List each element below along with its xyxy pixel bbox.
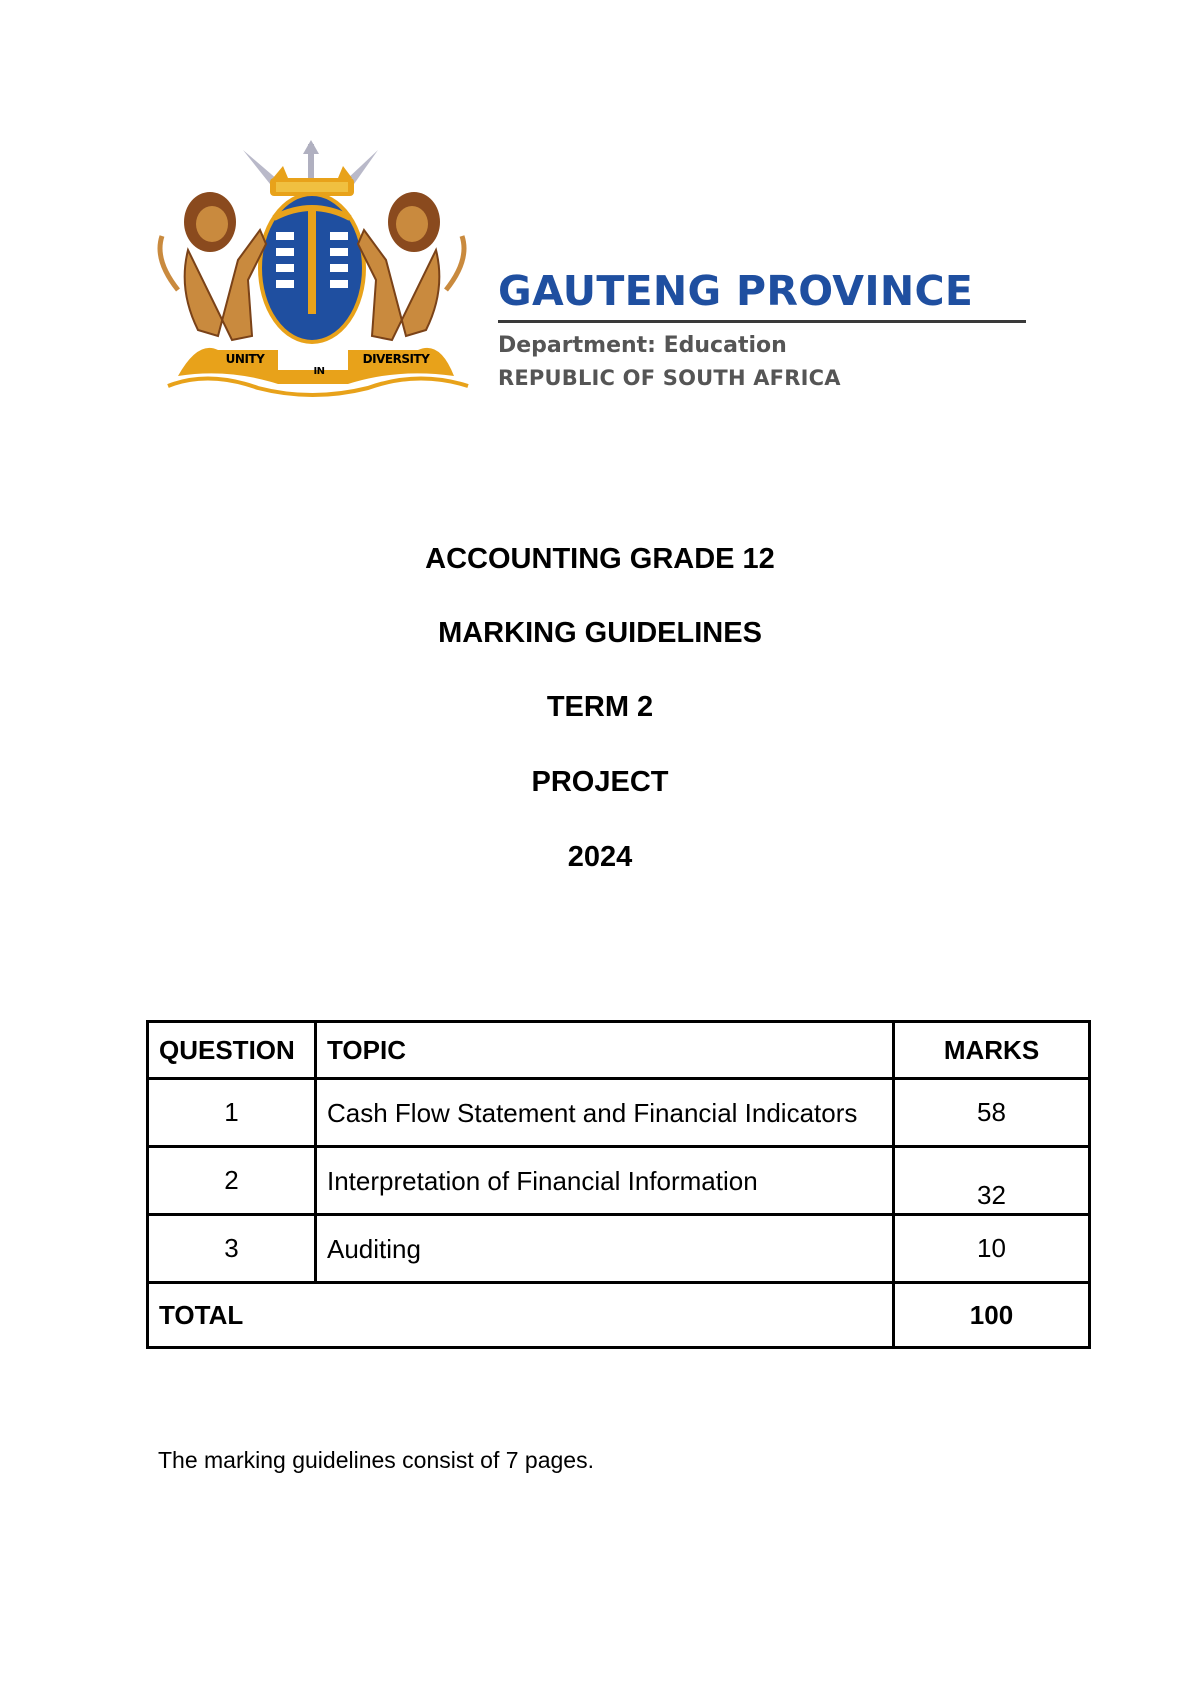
question-marks: 58 [894,1079,1090,1147]
total-label: TOTAL [148,1283,894,1348]
motto-in: IN [313,366,325,377]
question-marks: 10 [894,1215,1090,1283]
task-title: PROJECT [531,766,669,798]
country-name: REPUBLIC OF SOUTH AFRICA [498,366,841,390]
total-marks: 100 [894,1283,1090,1348]
department-name: Department: Education [498,333,787,358]
subject-title: ACCOUNTING GRADE 12 [425,543,775,575]
question-topic: Interpretation of Financial Information [316,1147,894,1215]
marks-table [146,1020,1091,1349]
question-number: 3 [148,1215,316,1283]
question-topic: Cash Flow Statement and Financial Indicators [316,1079,894,1147]
year-title: 2024 [567,841,633,873]
column-header-marks: MARKS [894,1022,1090,1079]
page-count-note: The marking guidelines consist of 7 pages. [158,1447,594,1473]
province-name: GAUTENG PROVINCE [498,267,974,315]
table-row [148,1079,1090,1147]
table-row [148,1147,1090,1215]
document-title: MARKING GUIDELINES [438,617,762,649]
brand-block [498,268,1058,395]
total-row [148,1283,1090,1348]
coat-of-arms-icon [148,140,488,400]
column-header-question: QUESTION [148,1022,316,1079]
motto-unity: UNITY [225,352,265,366]
term-title: TERM 2 [546,691,654,723]
table-row [148,1215,1090,1283]
document-header [148,140,1048,410]
motto-diversity: DIVERSITY [362,352,430,366]
question-marks: 32 [894,1147,1090,1215]
column-header-topic: TOPIC [316,1022,894,1079]
brand-divider [498,320,1026,323]
question-topic: Auditing [316,1215,894,1283]
table-header-row [148,1022,1090,1079]
question-number: 2 [148,1147,316,1215]
question-number: 1 [148,1079,316,1147]
